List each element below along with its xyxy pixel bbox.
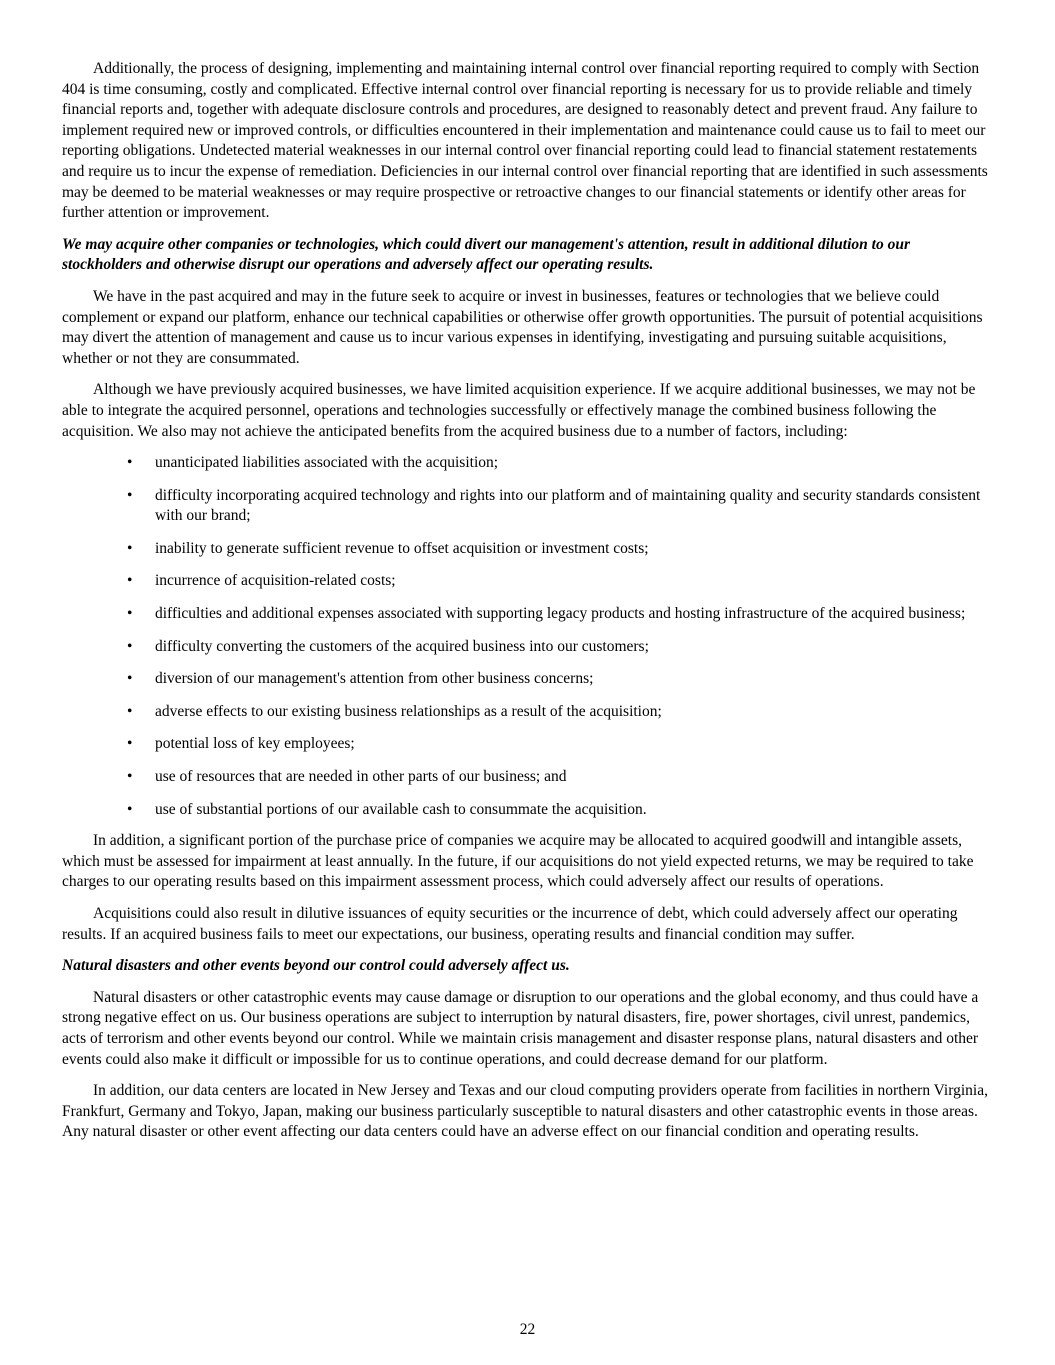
list-item xyxy=(62,669,993,690)
list-item xyxy=(62,453,993,474)
list-item xyxy=(62,539,993,560)
bullet-icon: • xyxy=(127,637,133,655)
bullet-list xyxy=(62,453,993,820)
list-item xyxy=(62,734,993,755)
bullet-text: incurrence of acquisition-related costs; xyxy=(155,572,396,590)
list-item xyxy=(62,604,993,625)
bullet-text: difficulty incorporating acquired technology and rights into our platform and of maintaining quality and security standards consistent with our brand; xyxy=(155,486,981,525)
bullet-text: unanticipated liabilities associated with the acquisition; xyxy=(155,454,499,472)
bullet-icon: • xyxy=(127,486,133,504)
bullet-text: adverse effects to our existing business relationships as a result of the acquisition; xyxy=(155,702,662,720)
list-item xyxy=(62,486,993,527)
list-item xyxy=(62,702,993,723)
bullet-icon: • xyxy=(127,768,133,786)
bullet-text: use of resources that are needed in other parts of our business; and xyxy=(155,768,567,786)
risk-heading-acquisitions: We may acquire other companies or technologies, which could divert our management's attention, result in additional dilution to our stockholders and otherwise disrupt our operations and adversely affect our operating results. xyxy=(62,235,910,274)
paragraph-acquisition-experience: Although we have previously acquired businesses, we have limited acquisition experience. If we acquire additional businesses, we may not be able to integrate the acquired personnel, operations and technologies successfully or effectively manage the combined business following the acquisition. We also may not achieve the anticipated benefits from the acquired business due to a number of factors, including: xyxy=(62,381,976,440)
paragraph-internal-control: Additionally, the process of designing, implementing and maintaining internal control over financial reporting required to comply with Section 404 is time consuming, costly and complicated. Effective internal control over financial reporting is necessary for us to provide reliable and timely financial reports and, together with adequate disclosure controls and procedures, are designed to reasonably detect and prevent fraud. Any failure to implement required new or improved controls, or difficulties encountered in their implementation and maintenance could cause us to fail to meet our reporting obligations. Undetected material weaknesses in our internal control over financial reporting could lead to financial statement restatements and require us to incur the expense of remediation. Deficiencies in our internal control over financial reporting that are identified in such assessments may be deemed to be material weaknesses or may require prospective or retroactive changes to our financial statements or identify other areas for further attention or improvement. xyxy=(62,60,988,222)
bullet-icon: • xyxy=(127,539,133,557)
bullet-icon: • xyxy=(127,605,133,623)
paragraph-dilutive-issuances: Acquisitions could also result in dilutive issuances of equity securities or the incurrence of debt, which could adversely affect our operating results. If an acquired business fails to meet our expectations, our business, operating results and financial condition may suffer. xyxy=(62,905,958,943)
list-item xyxy=(62,571,993,592)
page-number: 22 xyxy=(519,1321,536,1339)
paragraph-data-centers: In addition, our data centers are located in New Jersey and Texas and our cloud computing providers operate from facilities in northern Virginia, Frankfurt, Germany and Tokyo, Japan, making our business particularly susceptible to natural disasters and other catastrophic events in those areas. Any natural disaster or other event affecting our data centers could have an adverse effect on our financial condition and operating results. xyxy=(62,1082,988,1141)
bullet-text: difficulty converting the customers of the acquired business into our customers; xyxy=(155,637,649,655)
bullet-icon: • xyxy=(127,800,133,818)
bullet-text: difficulties and additional expenses associated with supporting legacy products and hosting infrastructure of the acquired business; xyxy=(155,605,966,623)
bullet-icon: • xyxy=(127,702,133,720)
paragraph-goodwill-impairment: In addition, a significant portion of the purchase price of companies we acquire may be allocated to acquired goodwill and intangible assets, which must be assessed for impairment at least annually. In the future, if our acquisitions do not yield expected returns, we may be required to take charges to our operating results based on this impairment assessment process, which could adversely affect our results of operations. xyxy=(62,832,974,891)
list-item xyxy=(62,767,993,788)
paragraph-catastrophic-events: Natural disasters or other catastrophic events may cause damage or disruption to our operations and the global economy, and thus could have a strong negative effect on us. Our business operations are subject to interruption by natural disasters, fire, power shortages, civil unrest, pandemics, acts of terrorism and other events beyond our control. While we maintain crisis management and disaster response plans, natural disasters and other events could also make it difficult or impossible for us to continue operations, and could decrease demand for our platform. xyxy=(62,988,979,1068)
bullet-text: use of substantial portions of our available cash to consummate the acquisition. xyxy=(155,800,647,818)
bullet-text: potential loss of key employees; xyxy=(155,735,355,753)
risk-heading-natural-disasters: Natural disasters and other events beyond our control could adversely affect us. xyxy=(62,957,570,975)
bullet-icon: • xyxy=(127,454,133,472)
bullet-text: inability to generate sufficient revenue to offset acquisition or investment costs; xyxy=(155,539,649,557)
bullet-icon: • xyxy=(127,735,133,753)
bullet-text: diversion of our management's attention from other business concerns; xyxy=(155,670,594,688)
paragraph-past-acquired: We have in the past acquired and may in the future seek to acquire or invest in businesses, features or technologies that we believe could complement or expand our platform, enhance our technical capabilities or otherwise offer growth opportunities. The pursuit of potential acquisitions may divert the attention of management and cause us to incur various expenses in identifying, investigating and pursuing suitable acquisitions, whether or not they are consummated. xyxy=(62,287,983,367)
list-item xyxy=(62,800,993,821)
bullet-icon: • xyxy=(127,670,133,688)
bullet-icon: • xyxy=(127,572,133,590)
list-item xyxy=(62,637,993,658)
